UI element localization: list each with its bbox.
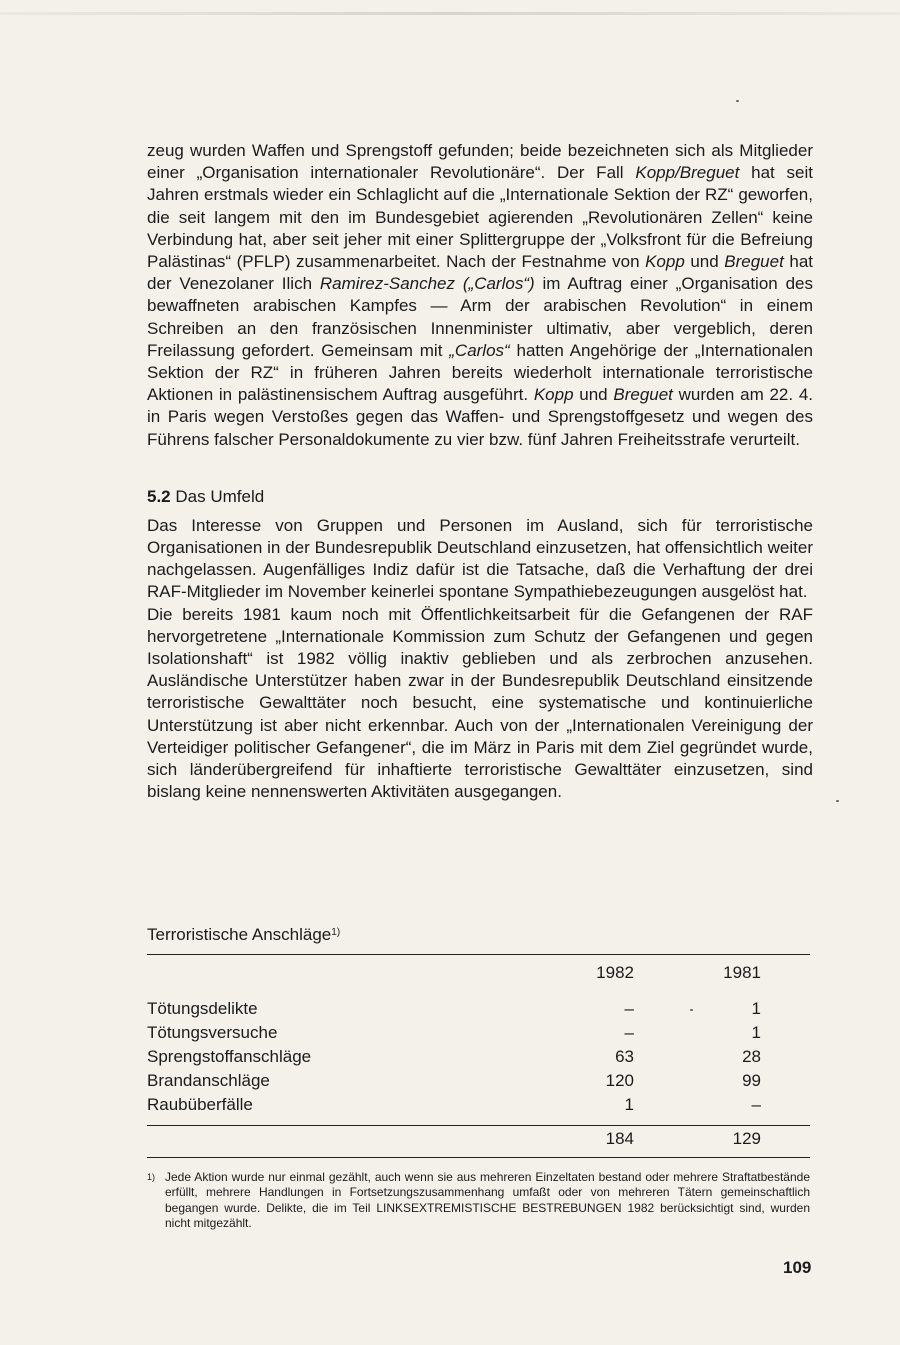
cell-1982: 63 <box>615 1047 634 1066</box>
section-paragraph: Die bereits 1981 kaum noch mit Öffentlichkeitsarbeit für die Gefangenen der RAF hervorgetretene „Internationale Kommission zum Schutz der Gefangenen und gegen Isolationshaft“ ist 1982 völlig inaktiv geblieben und als zerbrochen anzusehen. Ausländische Unterstützer haben zwar in der Bundesrepublik Deutschland einsitzende terroristische Gewalttäter noch besucht, eine systematische und kontinuierliche Unterstützung ist aber nicht erkennbar. Auch von der „Internationalen Vereinigung der Verteidiger politischer Gefangener“, die im März in Paris mit dem Ziel gegründet wurde, sich länderübergreifend für inhaftierte terroristische Gewalttäter einzusetzen, sind bislang keine nennenswerten Aktivitäten ausgegangen. <box>147 604 813 802</box>
footnote <box>147 1170 810 1232</box>
table-row <box>147 997 810 1021</box>
cell-1982: – <box>624 999 634 1018</box>
table-row <box>147 1069 810 1093</box>
italic-name: Ramirez-Sanchez („Carlos“) <box>319 274 535 294</box>
italic-name: Breguet <box>724 252 784 272</box>
total-1981: 129 <box>732 1129 761 1148</box>
italic-name: „Carlos“ <box>449 340 510 360</box>
italic-name: Kopp <box>533 385 574 405</box>
cell-1981: 99 <box>742 1071 761 1090</box>
cell-1982: 120 <box>605 1071 634 1090</box>
table-total-row <box>147 1127 810 1151</box>
row-label: Brandanschläge <box>147 1071 270 1090</box>
table-top-rule <box>147 954 810 955</box>
column-header-1982: 1982 <box>596 963 634 982</box>
table-row <box>147 1021 810 1045</box>
table-total-rule <box>147 1125 810 1126</box>
footnote-marker: 1) <box>147 1172 156 1182</box>
scan-speck <box>736 100 739 102</box>
text-run: hat der Venezolaner Ilich <box>147 252 813 294</box>
scan-speck <box>690 1009 693 1011</box>
column-header-1981: 1981 <box>723 963 761 982</box>
total-1982: 184 <box>605 1129 634 1148</box>
text-run: hat seit Jahren erstmals wieder ein Schlaglicht auf die „Internationale Sektion der RZ“ geworfen, die seit langem mit den im Bundesgebiet agierenden „Revolutionären Zellen“ keine Verbindung hat, aber seit jeher mit einer Splittergruppe der „Volksfront für die Befreiung Palästinas“ (PFLP) zusammenarbeitet. Nach der Festnahme von <box>147 163 813 272</box>
table-caption-footnote-marker: 1) <box>331 927 341 938</box>
table-caption-text: Terroristische Anschläge <box>147 925 332 944</box>
italic-name: Kopp/Breguet <box>635 163 740 183</box>
row-label: Raubüberfälle <box>147 1095 253 1114</box>
scan-edge-line <box>0 12 900 15</box>
table-bottom-rule <box>147 1157 810 1158</box>
cell-1982: 1 <box>624 1095 634 1114</box>
scan-speck <box>836 800 839 802</box>
text-run: hatten Angehörige der „Internationalen Sektion der RZ“ in früheren Jahren bereits wiederholt internationale terroristische Aktionen in palästinensischem Auftrag ausgeführt. <box>147 340 813 405</box>
row-label: Tötungsdelikte <box>147 999 258 1018</box>
italic-name: Kopp <box>645 252 685 272</box>
table-header-row <box>147 961 810 985</box>
section-heading <box>147 486 813 508</box>
cell-1981: 1 <box>751 1023 761 1042</box>
cell-1982: – <box>624 1023 634 1042</box>
table-row <box>147 1045 810 1069</box>
text-column <box>147 140 813 803</box>
italic-name: Breguet <box>613 385 673 405</box>
row-label: Tötungsversuche <box>147 1023 278 1042</box>
cell-1981: 28 <box>742 1047 761 1066</box>
cell-1981: 1 <box>751 999 761 1018</box>
body-paragraph <box>147 140 813 451</box>
text-run: und <box>684 252 725 272</box>
text-run: wurden am 22. 4. in Paris wegen Verstoßes gegen das Waffen- und Sprengstoffgesetz und wegen des Führens falscher Personaldokumente zu vier bzw. fünf Jahren Freiheitsstrafe verurteilt. <box>147 385 814 449</box>
row-label: Sprengstoffanschläge <box>147 1047 312 1066</box>
footnote-text: Jede Aktion wurde nur einmal gezählt, auch wenn sie aus mehreren Einzeltaten bestand oder mehrere Straftatbestände erfüllt, mehrere Handlungen in Fortsetzungszusammenhang umfaßt oder von mehreren Tätern gemeinschaftlich begangen wurde. Delikte, die im Teil LINKSEXTREMISTISCHE BESTREBUNGEN 1982 berücksichtigt sind, wurden nicht mitgezählt. <box>165 1170 810 1231</box>
table-row <box>147 1093 810 1117</box>
cell-1981: – <box>751 1095 761 1114</box>
text-run: und <box>573 385 614 405</box>
table-body <box>147 997 810 1117</box>
section-paragraph: Das Interesse von Gruppen und Personen im Ausland, sich für terroristische Organisationen in der Bundesrepublik Deutschland einzusetzen, hat offensichtlich weiter nachgelassen. Augenfälliges Indiz dafür ist die Tatsache, daß die Verhaftung der drei RAF-Mitglieder im November keinerlei spontane Sympathiebezeugungen ausgelöst hat. <box>147 515 813 602</box>
section-number: 5.2 <box>147 486 171 506</box>
section-title: Das Umfeld <box>175 486 265 506</box>
table-caption <box>147 922 340 946</box>
text-run: im Auftrag einer „Organisation des bewaffneten arabischen Kampfes — Arm der arabischen Revolution“ in einem Schreiben an den französischen Innenminister ultimativ, aber vergeblich, deren Freilassung gefordert. Gemeinsam mit <box>147 274 813 360</box>
text-run: zeug wurden Waffen und Sprengstoff gefunden; beide bezeichneten sich als Mitglieder einer „Organisation internationaler Revolutionäre“. Der Fall <box>147 141 813 183</box>
page-number: 109 <box>783 1258 812 1277</box>
